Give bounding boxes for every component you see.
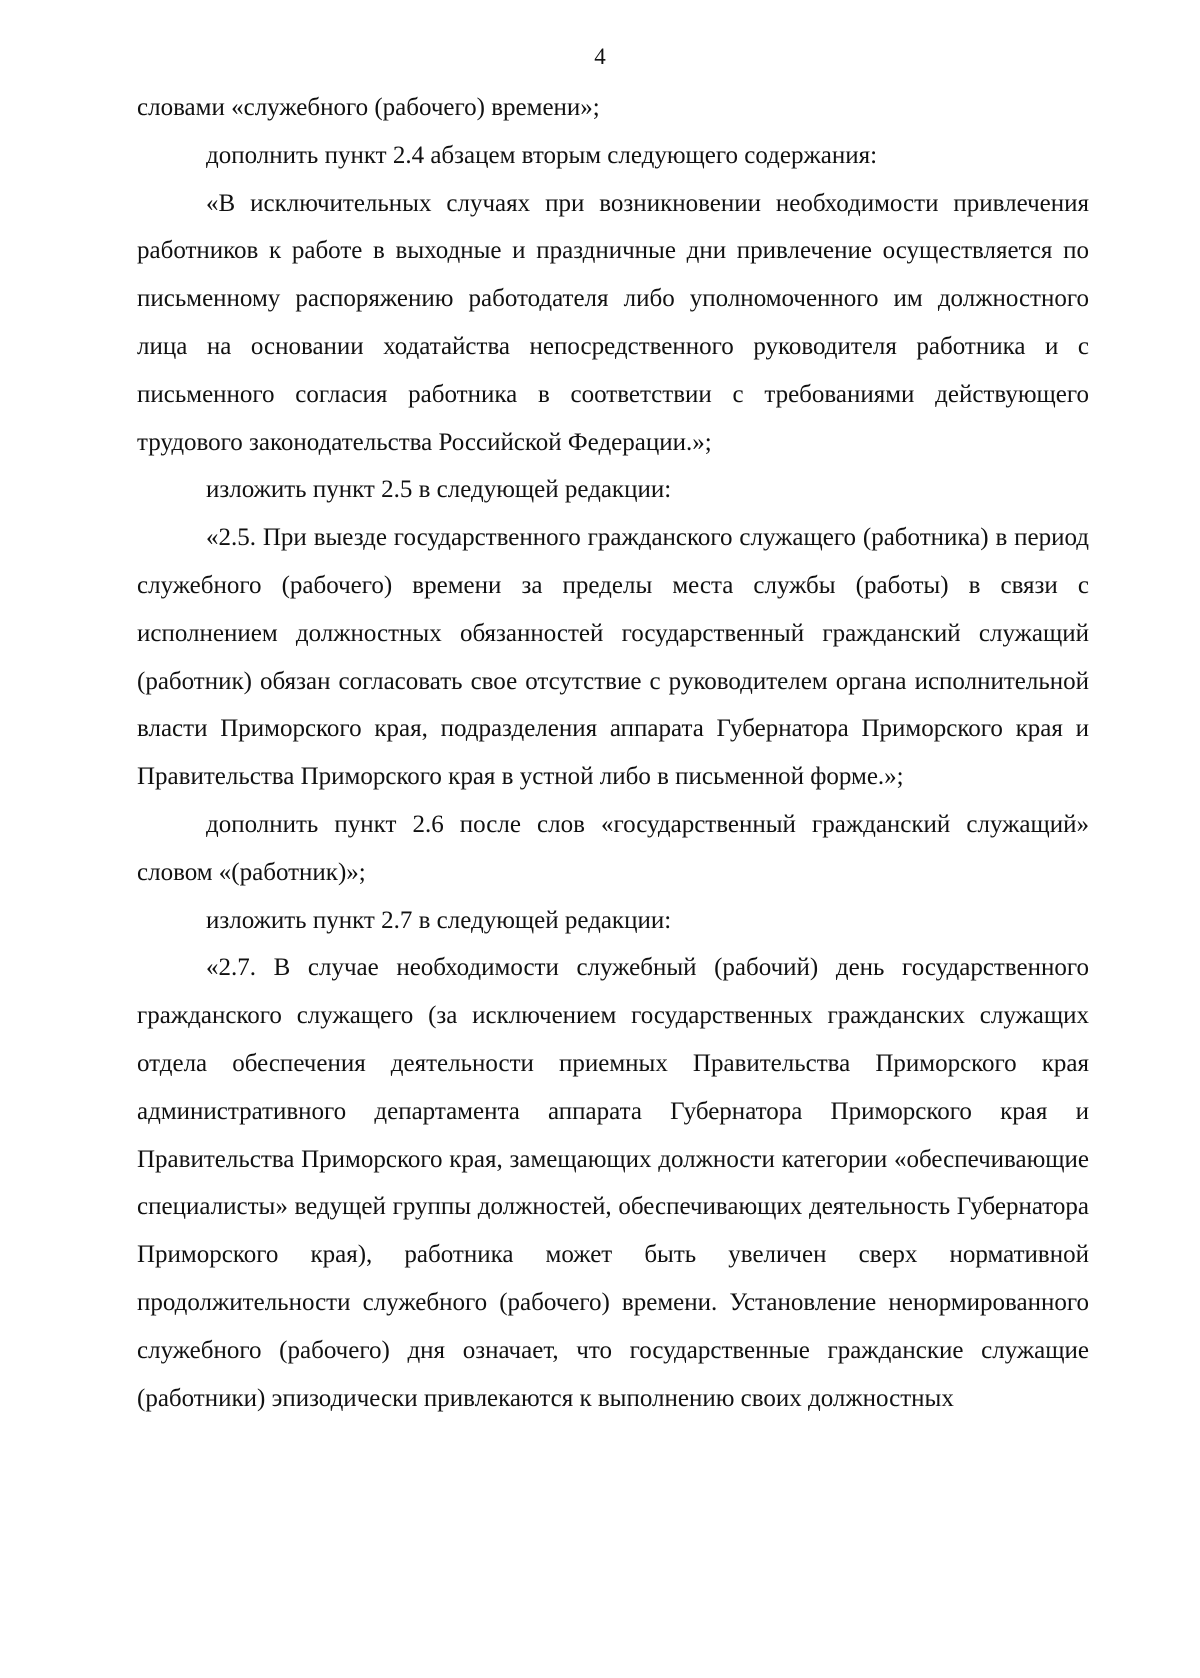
paragraph-amend-2-4: дополнить пункт 2.4 абзацем вторым следующего содержания: [206, 141, 878, 169]
document-body [137, 84, 1089, 1422]
paragraph-continuation: словами «служебного (рабочего) времени»; [137, 94, 600, 121]
page-number: 4 [594, 44, 606, 69]
paragraph-amend-2-7: изложить пункт 2.7 в следующей редакции: [206, 906, 672, 934]
paragraph-quote-2-5: «2.5. При выезде государственного гражданского служащего (работника) в период служебного (рабочего) времени за пределы места службы (работы) в связи с исполнением должностных обязанностей государственный гражданский служащий (работник) обязан согласовать свое отсутствие с руководителем органа исполнительной власти Приморского края, подразделения аппарата Губернатора Приморского края и Правительства Приморского края в устной либо в письменной форме.»; [137, 524, 1089, 791]
paragraph-amend-2-5: изложить пункт 2.5 в следующей редакции: [206, 476, 672, 504]
paragraph-quote-2-4: «В исключительных случаях при возникновении необходимости привлечения работников к работе в выходные и праздничные дни привлечение осуществляется по письменному распоряжению работодателя либо уполномоченного им должностного лица на основании ходатайства непосредственного руководителя работника и с письменного согласия работника в соответствии с требованиями действующего трудового законодательства Российской Федерации.»; [137, 189, 1089, 456]
paragraph-amend-2-6: дополнить пункт 2.6 после слов «государственный гражданский служащий» словом «(работник)»; [137, 810, 1089, 886]
paragraph-quote-2-7: «2.7. В случае необходимости служебный (рабочий) день государственного гражданского служащего (за исключением государственных гражданских служащих отдела обеспечения деятельности приемных Правительства Приморского края административного департамента аппарата Губернатора Приморского края и Правительства Приморского края, замещающих должности категории «обеспечивающие специалисты» ведущей группы должностей, обеспечивающих деятельность Губернатора Приморского края), работника может быть увеличен сверх нормативной продолжительности служебного (рабочего) времени. Установление ненормированного служебного (рабочего) дня означает, что государственные гражданские служащие (работники) эпизодически привлекаются к выполнению своих должностных [137, 954, 1089, 1412]
